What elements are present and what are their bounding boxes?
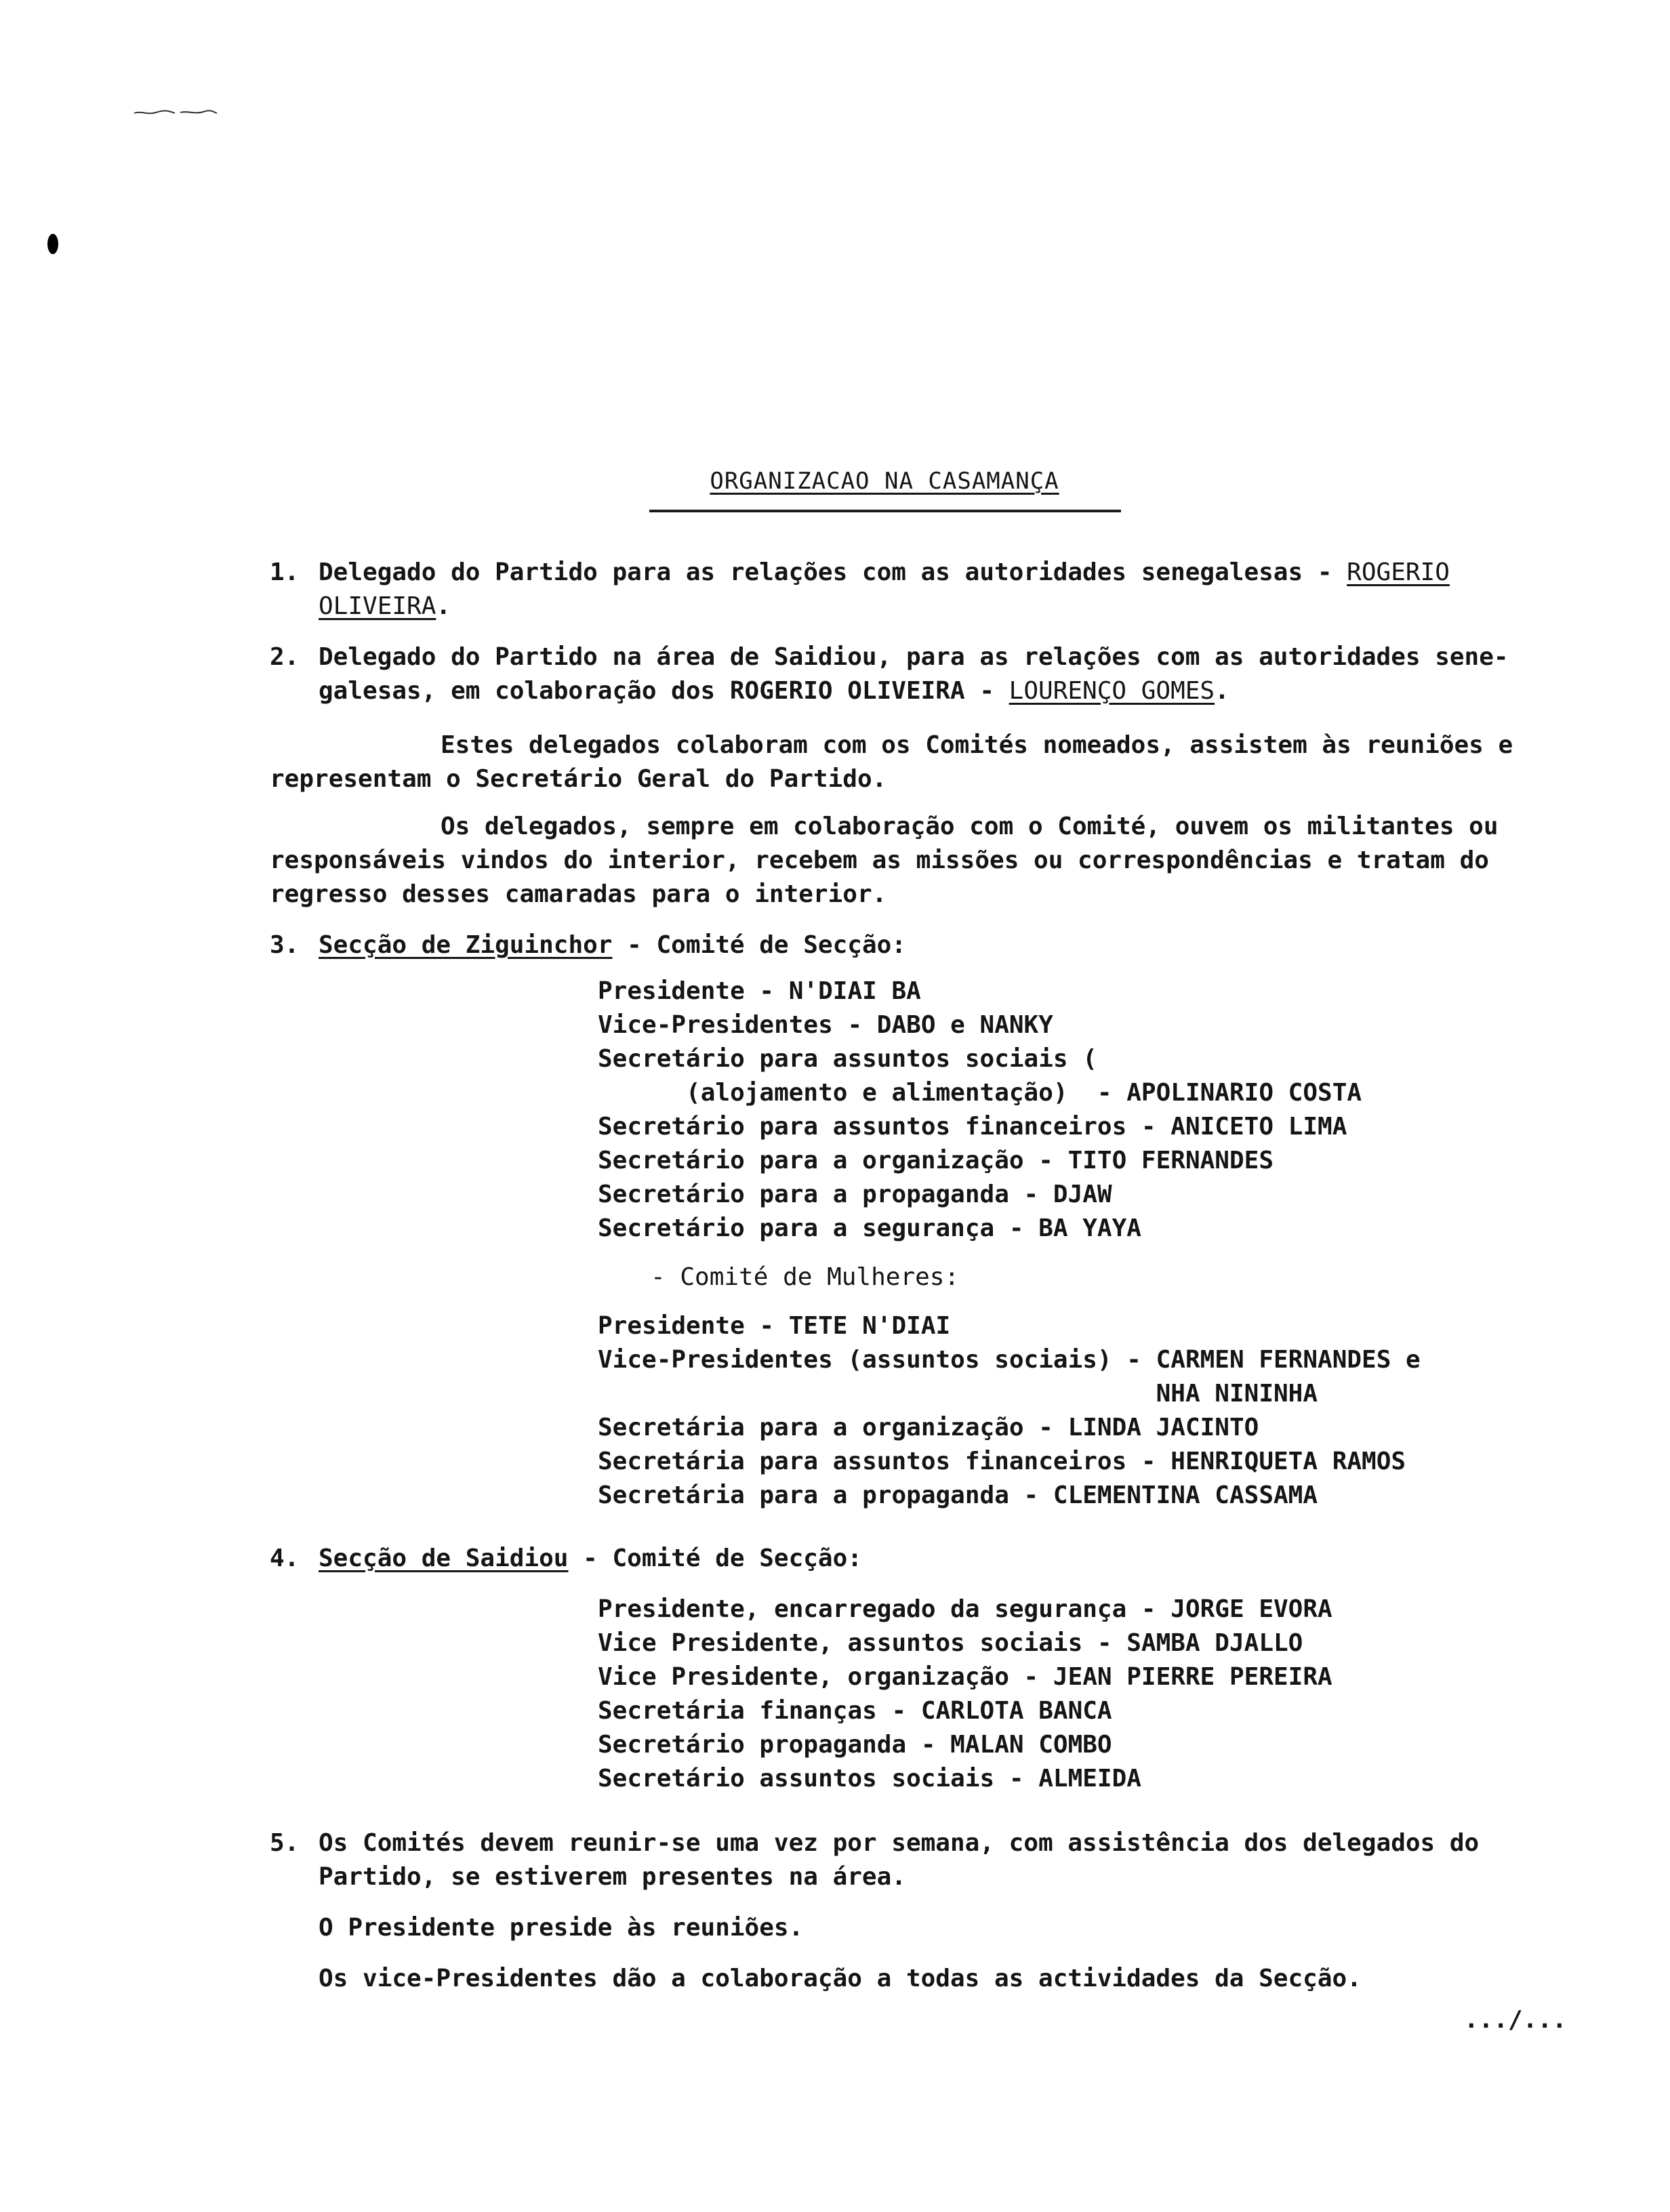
committee-entry: (alojamento e alimentação) - APOLINARIO COSTA (598, 1079, 1362, 1107)
committee-entry: Secretário propaganda - MALAN COMBO (598, 1731, 1112, 1759)
committee-entry: NHA NININHA (598, 1380, 1318, 1408)
continuation-mark: .../... (1464, 2006, 1567, 2034)
item-5-number: 5. (270, 1829, 300, 1857)
committee-entry: Secretária para a organização - LINDA JACINTO (598, 1414, 1259, 1441)
item-1-name-part-2: OLIVEIRA (319, 592, 436, 620)
paragraph-1-line-2: representam o Secretário Geral do Partido. (270, 765, 887, 793)
section-4-name: Secção de Saidiou (319, 1544, 569, 1572)
section-3-heading (319, 928, 906, 962)
item-5-line-4: Os vice-Presidentes dão a colaboração a todas as actividades da Secção. (319, 1965, 1362, 1992)
item-1-name-part-1: ROGERIO (1347, 558, 1450, 586)
paragraph-2-line-1: Os delegados, sempre em colaboração com o Comité, ouvem os militantes ou (441, 813, 1499, 840)
item-1-tail: . (436, 592, 451, 620)
item-2-line-1: Delegado do Partido na área de Saidiou, para as relações com as autoridades sene- (319, 643, 1509, 671)
item-1-line-2 (319, 590, 451, 623)
item-2-line-2 (319, 674, 1229, 708)
item-1-text: Delegado do Partido para as relações com as autoridades senegalesas - (319, 558, 1347, 586)
item-3-number: 3. (270, 931, 300, 959)
title-underline-rule (649, 510, 1121, 512)
item-2-tail: . (1215, 677, 1229, 705)
committee-entry: Secretário para a segurança - BA YAYA (598, 1214, 1141, 1242)
women-committee-heading: - Comité de Mulheres: (651, 1263, 960, 1291)
committee-entry: Presidente, encarregado da segurança - JORGE EVORA (598, 1595, 1332, 1623)
page-title: ORGANIZACAO NA CASAMANÇA (710, 468, 1059, 495)
section-3-tail: - Comité de Secção: (612, 931, 906, 959)
item-2-text: galesas, em colaboração dos ROGERIO OLIVEIRA - (319, 677, 1009, 705)
section-4-heading (319, 1542, 862, 1576)
item-1-number: 1. (270, 558, 300, 586)
committee-entry: Secretária para a propaganda - CLEMENTINA CASSAMA (598, 1481, 1318, 1509)
scribble-mark (133, 108, 218, 117)
item-1-line-1 (319, 556, 1450, 590)
section-3-name: Secção de Ziguinchor (319, 931, 613, 959)
women-committee-list (598, 1309, 1421, 1513)
item-4-number: 4. (270, 1544, 300, 1572)
item-5-line-2: Partido, se estiverem presentes na área. (319, 1863, 906, 1891)
section-3-committee-list (598, 975, 1362, 1246)
section-4-tail: - Comité de Secção: (568, 1544, 862, 1572)
committee-entry: Vice Presidente, assuntos sociais - SAMBA DJALLO (598, 1629, 1303, 1657)
committee-entry: Secretária finanças - CARLOTA BANCA (598, 1697, 1112, 1725)
committee-entry: Vice Presidente, organização - JEAN PIERRE PEREIRA (598, 1663, 1332, 1691)
committee-entry: Vice-Presidentes - DABO e NANKY (598, 1011, 1053, 1039)
punch-hole-mark (47, 234, 58, 254)
committee-entry: Secretário assuntos sociais - ALMEIDA (598, 1765, 1141, 1793)
item-5-line-3: O Presidente preside às reuniões. (319, 1914, 804, 1942)
committee-entry: Vice-Presidentes (assuntos sociais) - CARMEN FERNANDES e (598, 1346, 1421, 1374)
committee-entry: Secretário para assuntos sociais ( (598, 1045, 1097, 1073)
paragraph-1-line-1: Estes delegados colaboram com os Comités nomeados, assistem às reuniões e (441, 731, 1513, 759)
item-2-name: LOURENÇO GOMES (1009, 677, 1215, 705)
committee-entry: Presidente - N'DIAI BA (598, 977, 921, 1005)
paragraph-2-line-2: responsáveis vindos do interior, recebem as missões ou correspondências e tratam do (270, 846, 1489, 874)
committee-entry: Secretário para a propaganda - DJAW (598, 1181, 1112, 1208)
committee-entry: Secretária para assuntos financeiros - HENRIQUETA RAMOS (598, 1448, 1406, 1475)
committee-entry: Presidente - TETE N'DIAI (598, 1312, 951, 1340)
item-2-number: 2. (270, 643, 300, 671)
section-4-committee-list (598, 1593, 1332, 1796)
item-5-line-1: Os Comités devem reunir-se uma vez por semana, com assistência dos delegados do (319, 1829, 1480, 1857)
committee-entry: Secretário para assuntos financeiros - ANICETO LIMA (598, 1113, 1347, 1141)
committee-entry: Secretário para a organização - TITO FERNANDES (598, 1147, 1274, 1174)
paragraph-2-line-3: regresso desses camaradas para o interior. (270, 880, 887, 908)
